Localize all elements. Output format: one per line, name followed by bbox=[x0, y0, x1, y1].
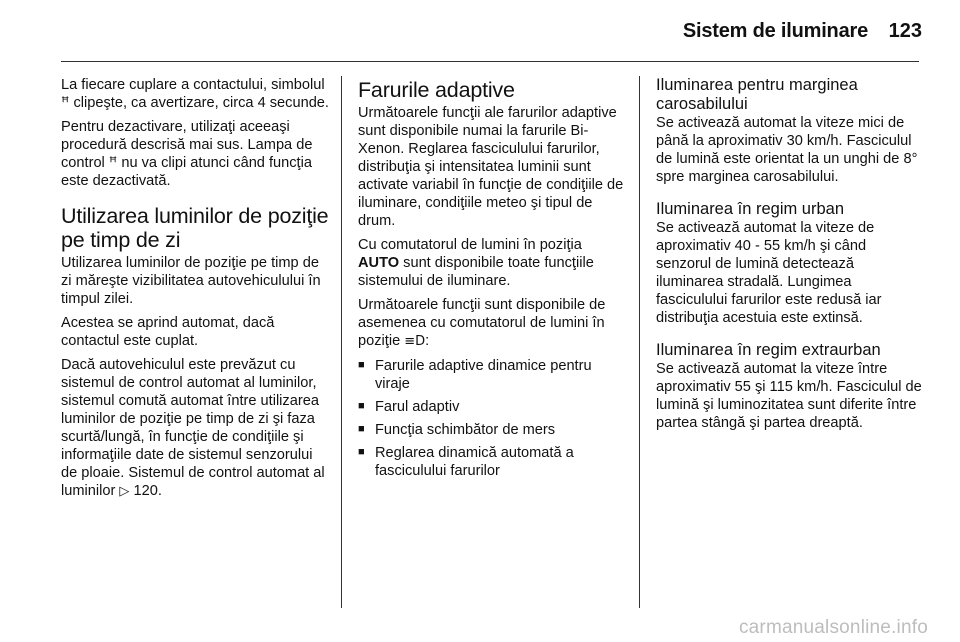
paragraph: Se activează automat la viteze de aproximativ 40 - 55 km/h şi când senzorul de lumină detectează iluminarea stradală. Lungimea fasciculului farurilor este redusă iar distribuţia acestuia este extinsă. bbox=[656, 220, 882, 326]
column-3 bbox=[656, 76, 924, 438]
list-item: ■ Reglarea dinamică automată a fasciculului farurilor bbox=[358, 444, 626, 480]
auto-position-label: AUTO bbox=[358, 255, 400, 271]
paragraph: Se activează automat la viteze între aproximativ 55 şi 115 km/h. Fasciculul de lumină şi luminozitatea sunt diferite între partea stângă şi partea dreaptă. bbox=[656, 361, 922, 431]
paragraph: Următoarele funcţii ale farurilor adaptive sunt disponibile numai la farurile Bi-Xenon. Reglarea fasciculului farurilor, distribuţia şi intensitatea luminii sunt activate variabil în funcţie de condiţiile de iluminare, condiţiile meteo şi tipul de drum. bbox=[358, 105, 624, 229]
watermark: carmanualsonline.info bbox=[738, 617, 928, 638]
page-reference-arrow-icon[interactable]: ▷ bbox=[119, 484, 130, 499]
paragraph-text: Dacă autovehiculul este prevăzut cu sistemul de control automat al luminilor, sistemul comută automat între utilizarea luminilor de poziţie pe timp de zi şi faza scurtă/lungă, în funcţie de condiţiile şi informaţiile date de sistemul senzorului de ploaie. Sistemul de control automat al luminilor bbox=[61, 357, 325, 499]
page-reference[interactable]: 120. bbox=[133, 483, 162, 499]
paragraph-text: sunt disponibile toate funcţiile sistemului de iluminare. bbox=[358, 255, 594, 289]
section-heading: Utilizarea luminilor de poziţie pe timp de zi bbox=[61, 204, 329, 252]
paragraph: Utilizarea luminilor de poziţie pe timp de zi măreşte vizibilitatea autovehiculului în timpul zilei. bbox=[61, 255, 321, 307]
low-beam-headlight-icon: ≡D bbox=[404, 334, 426, 349]
list-item: ■ Farurile adaptive dinamice pentru viraje bbox=[358, 357, 626, 393]
subsection-heading: Iluminarea pentru marginea carosabilului bbox=[656, 76, 858, 113]
list-item: ■ Funcţia schimbător de mers bbox=[358, 421, 626, 439]
section-title: Sistem de iluminare bbox=[682, 20, 868, 42]
paragraph bbox=[358, 236, 626, 290]
paragraph-text: Cu comutatorul de lumini în poziţia bbox=[358, 237, 582, 253]
paragraph: Se activează automat la viteze mici de până la aproximativ 30 km/h. Fasciculul de lumină este orientat la un unghi de 8° spre marginea carosabilului. bbox=[656, 115, 918, 185]
column-divider bbox=[639, 76, 640, 608]
paragraph bbox=[61, 356, 329, 501]
function-list bbox=[358, 357, 626, 480]
section-heading: Farurile adaptive bbox=[358, 78, 515, 102]
column-divider bbox=[341, 76, 342, 608]
paragraph-text: Următoarele funcţii sunt disponibile de asemenea cu comutatorul de lumini în poziţie bbox=[358, 297, 606, 349]
paragraph: Următoarele funcţii sunt disponibile de asemenea cu comutatorul de lumini în poziţie ≡D: bbox=[358, 297, 606, 349]
paragraph: Pentru dezactivare, utilizaţi aceeaşi procedură descrisă mai sus. Lampa de control ꟸ nu va clipi atunci când funcţia este dezactivată. bbox=[61, 119, 313, 189]
page-number: 123 bbox=[888, 20, 922, 42]
column-1 bbox=[61, 76, 329, 507]
header-divider bbox=[61, 61, 919, 62]
page-header bbox=[0, 0, 960, 62]
subsection-heading: Iluminarea în regim urban bbox=[656, 200, 845, 218]
paragraph: La fiecare cuplare a contactului, simbolul ꟸ clipeşte, ca avertizare, circa 4 secunde. bbox=[61, 77, 329, 111]
subsection-heading: Iluminarea în regim extraurban bbox=[656, 341, 881, 359]
column-2 bbox=[358, 76, 626, 485]
paragraph: Acestea se aprind automat, dacă contactul este cuplat. bbox=[61, 315, 275, 349]
list-item: ■ Farul adaptiv bbox=[358, 398, 626, 416]
